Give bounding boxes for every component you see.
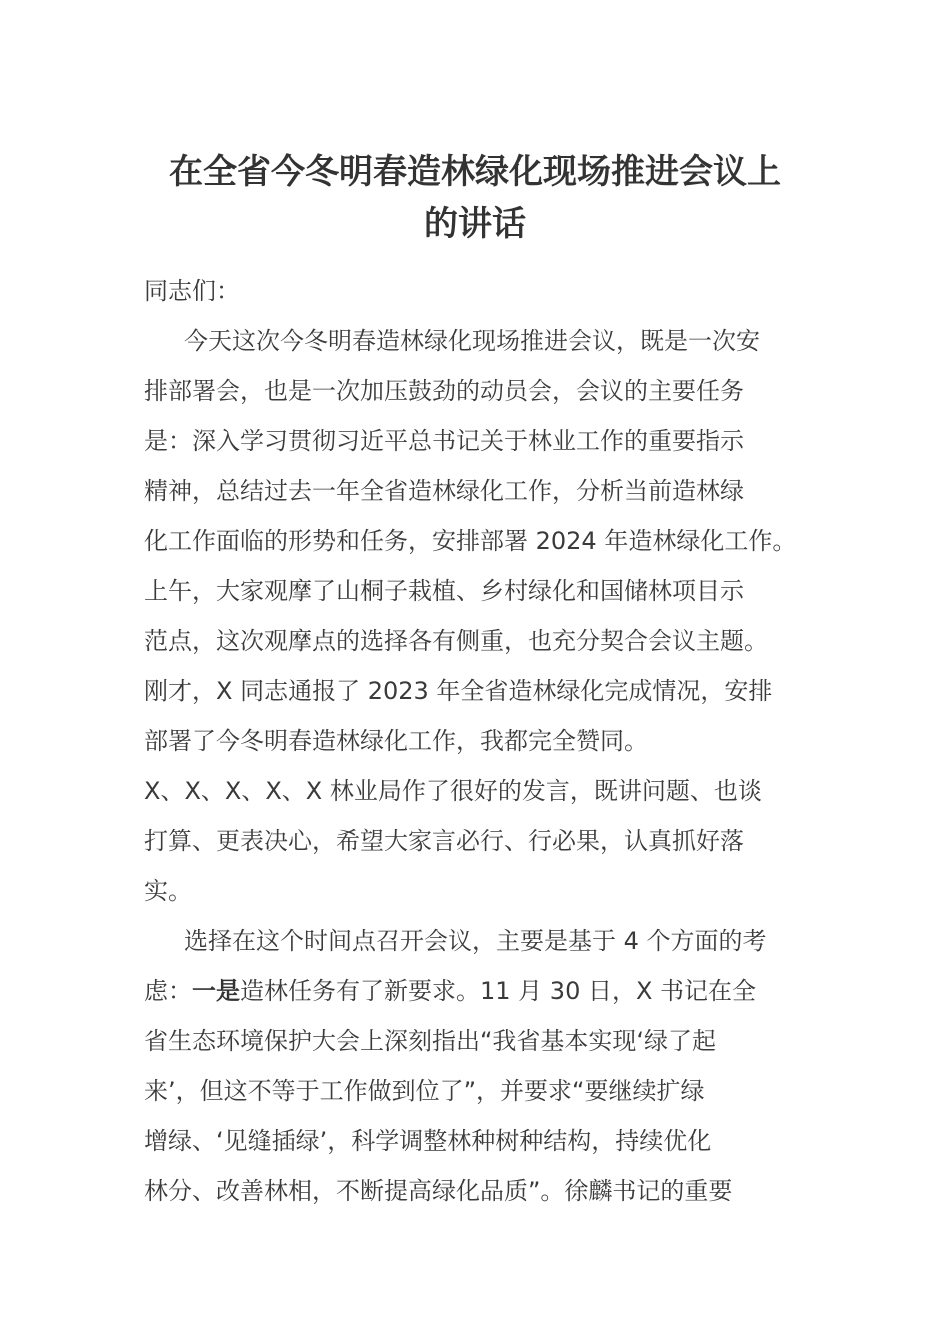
title-line-2: 的讲话 bbox=[424, 204, 526, 244]
paragraph-line: 精神，总结过去一年全省造林绿化工作，分析当前造林绿 bbox=[144, 477, 744, 505]
paragraph-line: 选择在这个时间点召开会议，主要是基于 4 个方面的考 bbox=[184, 927, 767, 955]
paragraph-line: 化工作面临的形势和任务，安排部署 2024 年造林绿化工作。 bbox=[144, 527, 797, 555]
salutation: 同志们： bbox=[144, 277, 240, 305]
document-title bbox=[140, 146, 810, 250]
document-body bbox=[144, 266, 844, 1216]
paragraph-line: 今天这次今冬明春造林绿化现场推进会议，既是一次安 bbox=[184, 327, 760, 355]
paragraph-line: 上午，大家观摩了山桐子栽植、乡村绿化和国储林项目示 bbox=[144, 577, 744, 605]
paragraph-line: 刚才，X 同志通报了 2023 年全省造林绿化完成情况，安排 bbox=[144, 677, 773, 705]
paragraph-line: 排部署会，也是一次加压鼓劲的动员会，会议的主要任务 bbox=[144, 377, 744, 405]
paragraph-line: 打算、更表决心，希望大家言必行、行必果，认真抓好落 bbox=[144, 827, 744, 855]
paragraph-line: 增绿、‘见缝插绿’，科学调整林种树种结构，持续优化 bbox=[144, 1127, 712, 1155]
title-line-1: 在全省今冬明春造林绿化现场推进会议上 bbox=[169, 152, 781, 192]
paragraph-line-mixed bbox=[144, 966, 844, 1016]
text-segment: 虑： bbox=[144, 977, 192, 1005]
paragraph-line: X、X、X、X、X 林业局作了很好的发言，既讲问题、也谈 bbox=[144, 777, 762, 805]
paragraph-line: 部署了今冬明春造林绿化工作，我都完全赞同。 bbox=[144, 727, 648, 755]
paragraph-line: 范点，这次观摩点的选择各有侧重，也充分契合会议主题。 bbox=[144, 627, 768, 655]
text-segment: 造林任务有了新要求。11 月 30 日，X 书记在全 bbox=[240, 977, 757, 1005]
paragraph-line: 省生态环境保护大会上深刻指出“我省基本实现‘绿了起 bbox=[144, 1027, 717, 1055]
paragraph-line: 是：深入学习贯彻习近平总书记关于林业工作的重要指示 bbox=[144, 427, 744, 455]
bold-marker: 一是 bbox=[192, 977, 240, 1005]
paragraph-line: 实。 bbox=[144, 877, 192, 905]
paragraph-line: 来’，但这不等于工作做到位了”，并要求“要继续扩绿 bbox=[144, 1077, 705, 1105]
paragraph-line: 林分、改善林相，不断提高绿化品质”。徐麟书记的重要 bbox=[144, 1177, 733, 1205]
